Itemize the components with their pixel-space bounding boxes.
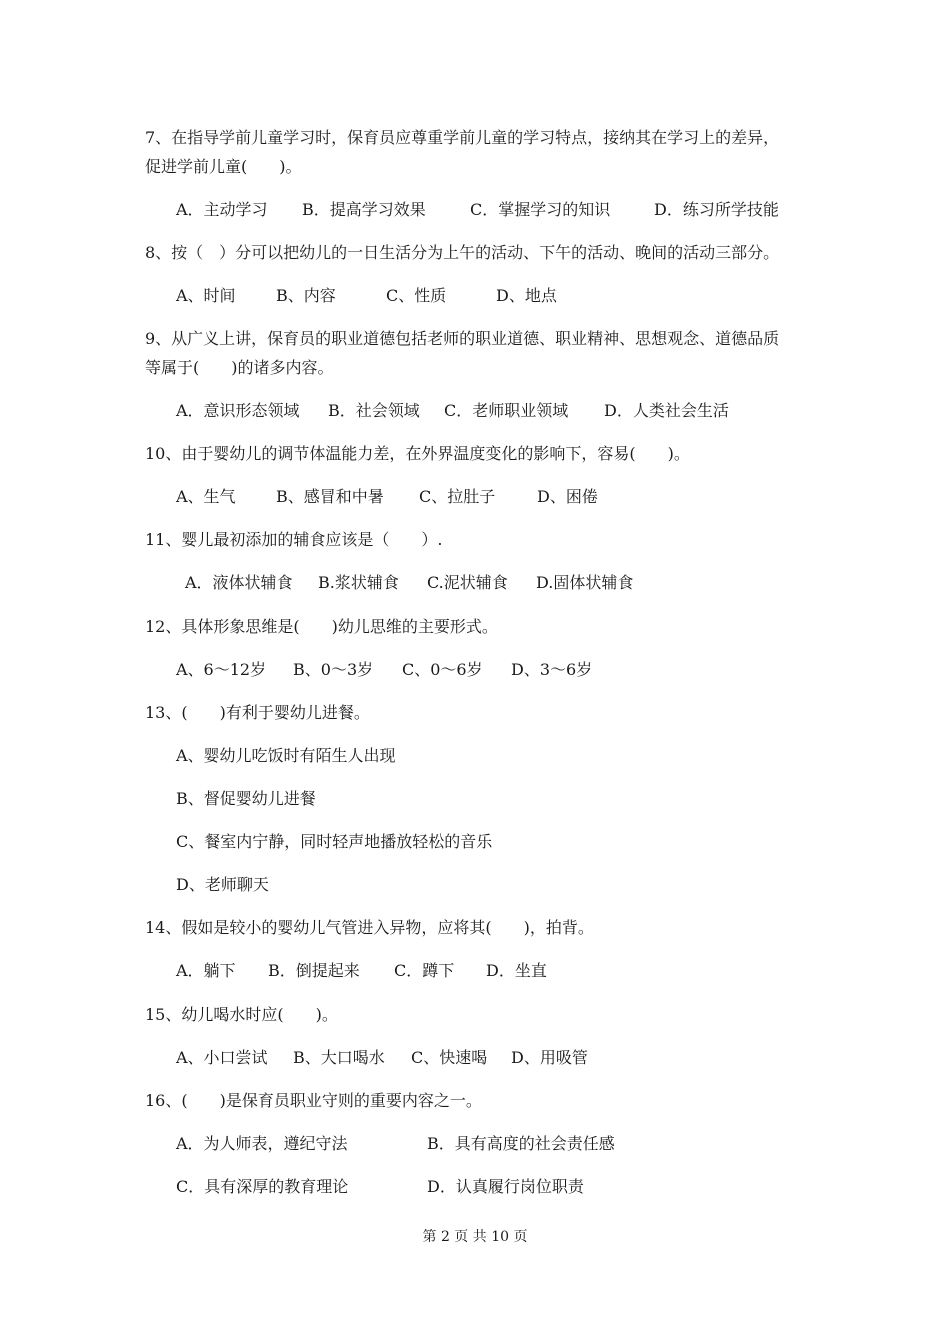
option-b: B、感冒和中暑 [276, 487, 384, 506]
question-13-option-c: C、餐室内宁静，同时轻声地播放轻松的音乐 [176, 832, 493, 851]
option-a: A、小口尝试 [176, 1048, 268, 1067]
question-13-option-d: D、老师聊天 [176, 875, 269, 894]
option-c: C、性质 [386, 286, 447, 305]
option-a: A、生气 [176, 487, 236, 506]
option-a: A．意识形态领域 [176, 401, 300, 420]
question-15-stem: 15、幼儿喝水时应( )。 [145, 1005, 338, 1024]
option-d: D．练习所学技能 [654, 200, 779, 219]
question-9-stem-line-1: 9、从广义上讲，保育员的职业道德包括老师的职业道德、职业精神、思想观念、道德品质 [145, 329, 780, 348]
option-c: C．老师职业领域 [444, 401, 569, 420]
option-c: C、快速喝 [411, 1048, 488, 1067]
page-number-footer: 第 2 页 共 10 页 [422, 1229, 528, 1245]
option-b: B.浆状辅食 [318, 573, 399, 592]
option-c: C．蹲下 [394, 961, 455, 980]
option-b: B．社会领域 [328, 401, 420, 420]
option-d: D、用吸管 [511, 1048, 588, 1067]
option-b: B、内容 [276, 286, 336, 305]
option-d: D、地点 [496, 286, 557, 305]
option-c: C．具有深厚的教育理论 [176, 1177, 349, 1196]
option-c: C.泥状辅食 [427, 573, 508, 592]
option-c: C、0～6岁 [402, 660, 483, 679]
option-a: A、6～12岁 [176, 660, 267, 679]
question-16-stem: 16、( )是保育员职业守则的重要内容之一。 [145, 1091, 482, 1110]
option-a: A、时间 [176, 286, 236, 305]
question-11-stem: 11、婴儿最初添加的辅食应该是（ ）. [145, 530, 443, 549]
question-13-option-a: A、婴幼儿吃饭时有陌生人出现 [176, 746, 396, 765]
option-b: B、0～3岁 [293, 660, 374, 679]
question-10-stem: 10、由于婴幼儿的调节体温能力差，在外界温度变化的影响下，容易( )。 [145, 444, 690, 463]
question-7-stem-line-1: 7、在指导学前儿童学习时，保育员应尊重学前儿童的学习特点，接纳其在学习上的差异， [145, 128, 780, 147]
option-b: B．提高学习效果 [302, 200, 426, 219]
option-b: B．具有高度的社会责任感 [427, 1134, 615, 1153]
option-a: A．躺下 [176, 961, 236, 980]
option-d: D．认真履行岗位职责 [427, 1177, 584, 1196]
question-14-stem: 14、假如是较小的婴幼儿气管进入异物，应将其( )，拍背。 [145, 918, 594, 937]
question-7-stem-line-2: 促进学前儿童( )。 [145, 157, 302, 176]
option-c: C．掌握学习的知识 [470, 200, 611, 219]
option-a: A．液体状辅食 [185, 573, 293, 592]
question-12-stem: 12、具体形象思维是( )幼儿思维的主要形式。 [145, 617, 498, 636]
option-a: A．为人师表，遵纪守法 [176, 1134, 348, 1153]
question-9-stem-line-2: 等属于( )的诸多内容。 [145, 358, 334, 377]
option-c: C、拉肚子 [419, 487, 496, 506]
question-13-option-b: B、督促婴幼儿进餐 [176, 789, 316, 808]
option-d: D．坐直 [486, 961, 547, 980]
option-d: D、困倦 [537, 487, 598, 506]
option-b: B、大口喝水 [293, 1048, 385, 1067]
option-a: A．主动学习 [176, 200, 268, 219]
question-13-stem: 13、( )有利于婴幼儿进餐。 [145, 703, 370, 722]
option-d: D.固体状辅食 [536, 573, 634, 592]
option-d: D．人类社会生活 [604, 401, 729, 420]
question-8-stem: 8、按（ ）分可以把幼儿的一日生活分为上午的活动、下午的活动、晚间的活动三部分。 [145, 243, 780, 262]
option-d: D、3～6岁 [511, 660, 593, 679]
option-b: B．倒提起来 [268, 961, 360, 980]
